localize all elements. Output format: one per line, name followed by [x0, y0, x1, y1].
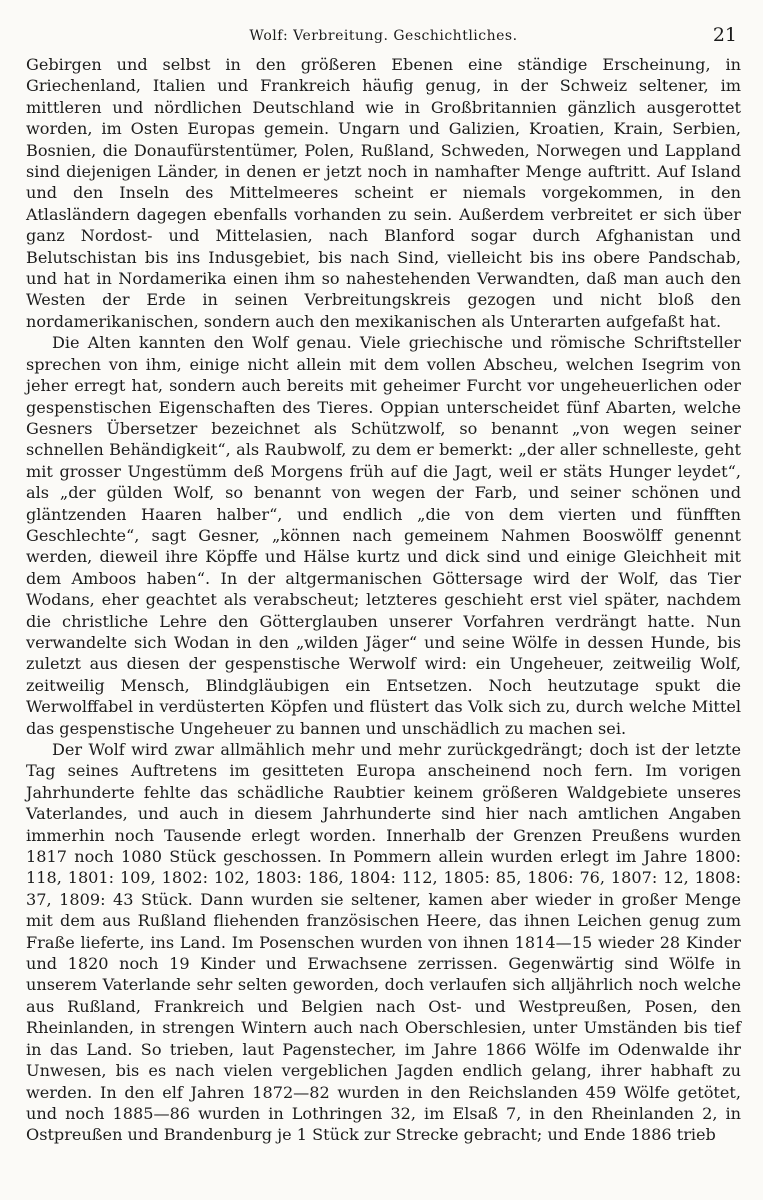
body-text — [26, 54, 741, 1146]
paragraph-decline: Der Wolf wird zwar allmählich mehr und mehr zurückgedrängt; doch ist der letzte Tag seines Auftretens im gesitteten Europa anscheinend noch fern. Im vorigen Jahrhunderte fehlte das schädliche Raubtier keinem größeren Waldgebiete unseres Vaterlandes, und auch in diesem Jahrhunderte sind hier nach amtlichen Angaben immerhin noch Tausende erlegt worden. Innerhalb der Grenzen Preußens wurden 1817 noch 1080 Stück geschossen. In Pommern allein wurden erlegt im Jahre 1800: 118, 1801: 109, 1802: 102, 1803: 186, 1804: 112, 1805: 85, 1806: 76, 1807: 12, 1808: 37, 1809: 43 Stück. Dann wurden sie seltener, kamen aber wieder in großer Menge mit dem aus Rußland fliehenden französischen Heere, das ihnen Leichen genug zum Fraße lieferte, ins Land. Im Posenschen wurden von ihnen 1814—15 wieder 28 Kinder und 1820 noch 19 Kinder und Erwachsene zerrissen. Gegenwärtig sind Wölfe in unserem Vaterlande sehr selten geworden, doch verlaufen sich alljährlich noch welche aus Rußland, Frankreich und Belgien nach Ost- und Westpreußen, Posen, den Rheinlanden, in strengen Wintern auch nach Oberschlesien, unter Umständen bis tief in das Land. So trieben, laut Pagenstecher, im Jahre 1866 Wölfe im Odenwalde ihr Unwesen, bis es nach vielen vergeblichen Jagden endlich gelang, ihrer habhaft zu werden. In den elf Jahren 1872—82 wurden in den Reichslanden 459 Wölfe getötet, und noch 1885—86 wurden in Lothringen 32, im Elsaß 7, in den Rheinlanden 2, in Ostpreußen und Brandenburg je 1 Stück zur Strecke gebracht; und Ende 1886 trieb — [26, 740, 741, 1145]
running-head — [26, 24, 741, 54]
running-title: Wolf: Verbreitung. Geschichtliches. — [249, 28, 518, 44]
paragraph-distribution: Gebirgen und selbst in den größeren Ebenen eine ständige Erscheinung, in Griechenland, Italien und Frankreich häufig genug, in der Schweiz seltener, im mittleren und nördlichen Deutschland wie in Großbritannien gänzlich ausgerottet worden, im Osten Europas gemein. Ungarn und Galizien, Kroatien, Krain, Serbien, Bosnien, die Donaufürstentümer, Polen, Rußland, Schweden, Norwegen und Lappland sind diejenigen Länder, in denen er jetzt noch in namhafter Menge auftritt. Auf Island und den Inseln des Mittelmeeres scheint er niemals vorgekommen, in den Atlasländern dagegen ebenfalls vorhanden zu sein. Außerdem verbreitet er sich über ganz Nordost- und Mittelasien, nach Blanford sogar durch Afghanistan und Belutschistan bis ins Indusgebiet, bis nach Sind, vielleicht bis ins obere Pandschab, und hat in Nordamerika einen ihm so nahestehenden Verwandten, daß man auch den Westen der Erde in seinen Verbreitungskreis gezogen und nicht bloß den nordamerikanischen, sondern auch den mexikanischen als Unterarten aufgefaßt hat. — [26, 55, 741, 331]
page-number: 21 — [712, 24, 737, 46]
paragraph-history: Die Alten kannten den Wolf genau. Viele griechische und römische Schriftsteller sprechen von ihm, einige nicht allein mit dem vollen Abscheu, welchen Isegrim von jeher erregt hat, sondern auch bereits mit geheimer Furcht vor ungeheuerlichen oder gespenstischen Eigenschaften des Tieres. Oppian unterscheidet fünf Abarten, welche Gesners Übersetzer bezeichnet als Schützwolf, so benannt „von wegen seiner schnellen Behändigkeit“, als Raubwolf, zu dem er bemerkt: „der aller schnelleste, geht mit grosser Ungestümm deß Morgens früh auf die Jagt, weil er stäts Hunger leydet“, als „der gülden Wolf, so benannt von wegen der Farb, und seiner schönen und gläntzenden Haaren halber“, und endlich „die von dem vierten und fünfften Geschlechte“, sagt Gesner, „können nach gemeinem Nahmen Booswölff genennt werden, dieweil ihre Köpffe und Hälse kurtz und dick sind und einige Gleichheit mit dem Amboos haben“. In der altgermanischen Göttersage wird der Wolf, das Tier Wodans, eher geachtet als verabscheut; letzteres geschieht erst viel später, nachdem die christliche Lehre den Götterglauben unserer Vorfahren verdrängt hatte. Nun verwandelte sich Wodan in den „wilden Jäger“ und seine Wölfe in dessen Hunde, bis zuletzt aus diesen der gespenstische Werwolf wird: ein Ungeheuer, zeitweilig Wolf, zeitweilig Mensch, Blindgläubigen ein Entsetzen. Noch heutzutage spukt die Werwolffabel in verdüsterten Köpfen und flüstert das Volk sich zu, durch welche Mittel das gespenstische Ungeheuer zu bannen und unschädlich zu machen sei. — [26, 333, 741, 738]
